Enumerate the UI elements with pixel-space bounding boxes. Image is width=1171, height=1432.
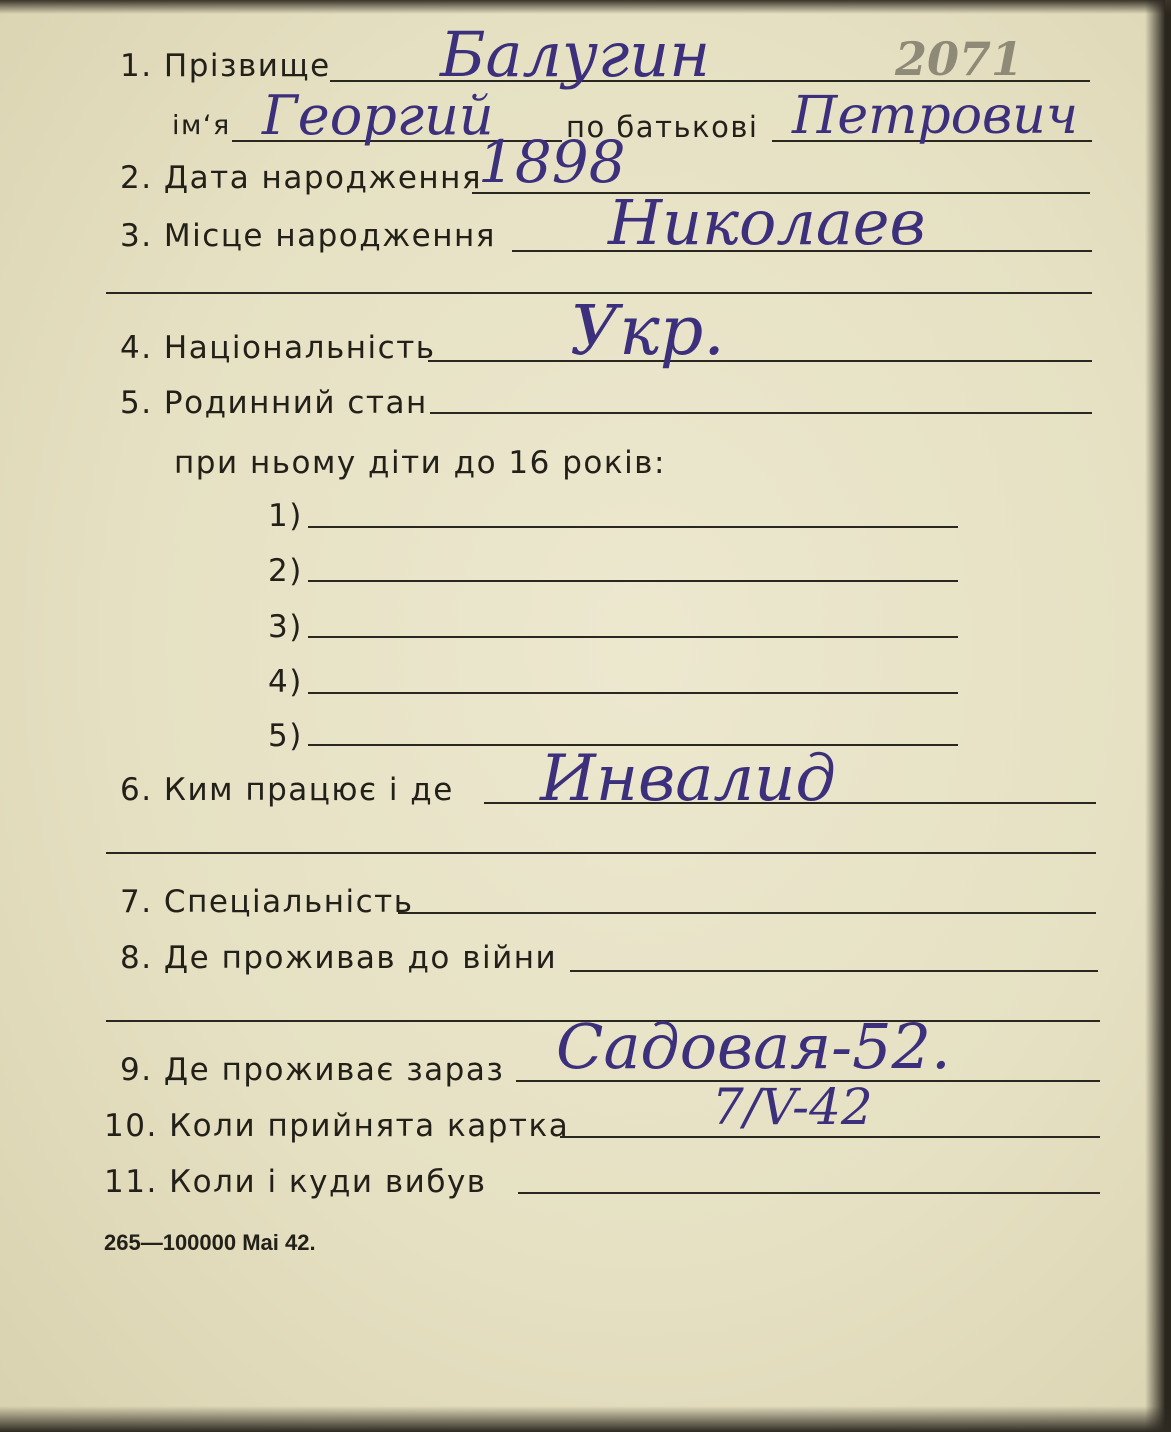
card-number: 2071: [895, 32, 1024, 86]
nationality-label: 4. Національність: [120, 330, 436, 366]
child-1-line: [308, 526, 958, 528]
card-shadow-right: [1145, 0, 1165, 1432]
card-accepted-value: 7/V-42: [712, 1078, 873, 1136]
card-shadow-bottom: [0, 1406, 1171, 1432]
card-accepted-line: [560, 1136, 1100, 1138]
birth-place-value: Николаев: [608, 186, 926, 259]
birth-date-value: 1898: [478, 128, 626, 196]
first-name-value: Георгий: [262, 84, 494, 147]
current-residence-value: Садовая-52.: [556, 1010, 951, 1083]
departure-line: [518, 1192, 1100, 1194]
occupation-line-2: [106, 852, 1096, 854]
child-3-label: 3): [268, 609, 303, 645]
child-2-line: [308, 580, 958, 582]
prewar-residence-line: [570, 970, 1098, 972]
card-shadow-top: [0, 0, 1171, 14]
patronymic-label: по батькові: [566, 110, 759, 144]
specialty-line: [398, 912, 1096, 914]
current-residence-label: 9. Де проживає зараз: [120, 1052, 505, 1088]
print-note: 265—100000 Mai 42.: [104, 1230, 316, 1255]
patronymic-value: Петрович: [792, 86, 1079, 146]
marital-status-line: [430, 412, 1092, 414]
child-3-line: [308, 636, 958, 638]
surname-value: Балугин: [440, 18, 711, 91]
nationality-line: [428, 360, 1092, 362]
child-4-line: [308, 692, 958, 694]
birth-date-label: 2. Дата народження: [120, 160, 483, 196]
surname-label: 1. Прізвище: [120, 48, 331, 84]
first-name-label: ім‘я: [172, 110, 231, 141]
child-5-label: 5): [268, 718, 303, 754]
child-2-label: 2): [268, 553, 303, 589]
child-1-label: 1): [268, 498, 303, 534]
card-accepted-label: 10. Коли прийнята картка: [104, 1108, 570, 1144]
child-4-label: 4): [268, 664, 303, 700]
occupation-value: Инвалид: [540, 742, 836, 816]
nationality-value: Укр.: [570, 292, 725, 371]
prewar-residence-label: 8. Де проживав до війни: [120, 940, 558, 976]
occupation-label: 6. Ким працює і де: [120, 772, 454, 808]
children-label: при ньому діти до 16 років:: [174, 445, 666, 481]
marital-status-label: 5. Родинний стан: [120, 385, 428, 421]
specialty-label: 7. Спеціальність: [120, 884, 414, 920]
departure-label: 11. Коли і куди вибув: [104, 1164, 487, 1200]
birth-place-label: 3. Місце народження: [120, 218, 496, 254]
